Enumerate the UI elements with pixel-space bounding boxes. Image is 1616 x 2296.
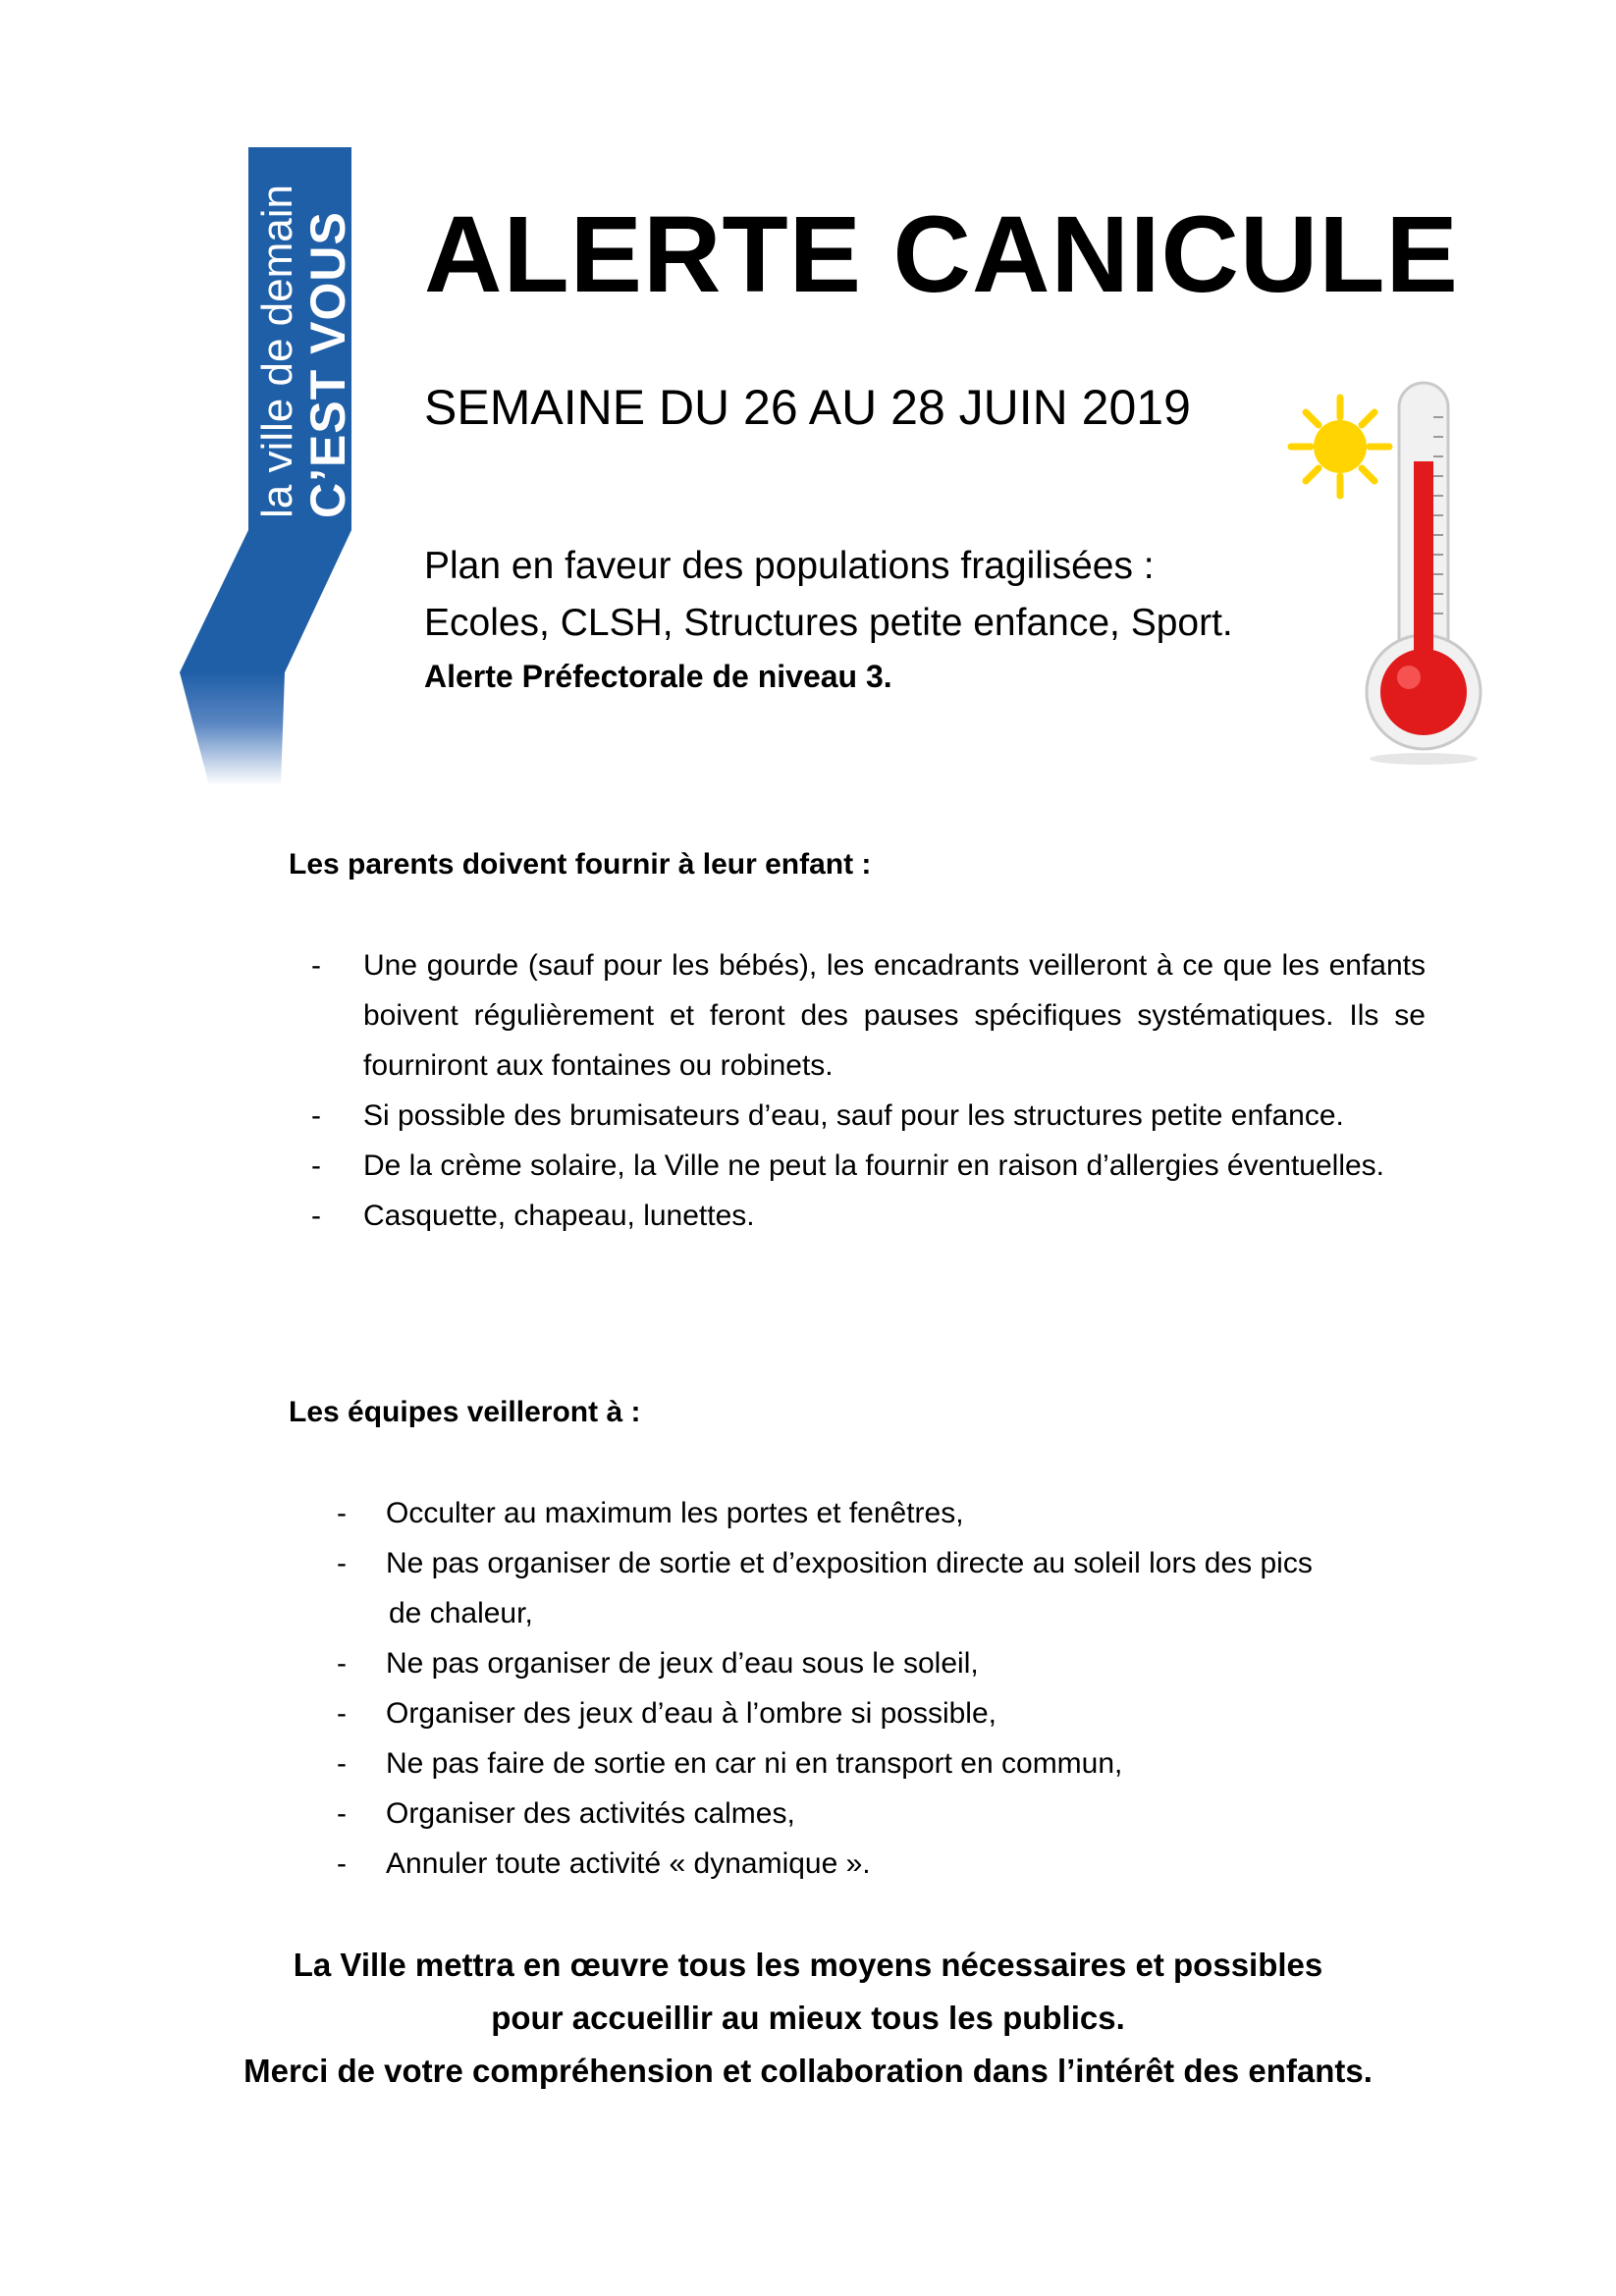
logo-text	[253, 147, 355, 530]
list-item-text: De la crème solaire, la Ville ne peut la fournir en raison d’allergies éventuelles.	[363, 1149, 1385, 1182]
list-item-text: Ne pas organiser de sortie et d’exposition directe au soleil lors des pics	[386, 1547, 1313, 1579]
section-heading-teams: Les équipes veilleront à :	[289, 1396, 641, 1428]
logo-tagline: la ville de demain	[253, 185, 301, 518]
intro-line: Plan en faveur des populations fragilisées :	[424, 545, 1155, 587]
list-item-text: Ne pas faire de sortie en car ni en transport en commun,	[386, 1747, 1123, 1780]
dash-bullet: -	[311, 949, 321, 982]
list-item-text: Ne pas organiser de jeux d’eau sous le soleil,	[386, 1647, 979, 1680]
list-item	[337, 1688, 1426, 1738]
dash-bullet: -	[311, 1200, 321, 1232]
dash-bullet: -	[311, 1149, 321, 1182]
dash-bullet: -	[311, 1099, 321, 1132]
list-item	[337, 1488, 1426, 1538]
list-item	[311, 1091, 1426, 1141]
list-item	[311, 1191, 1426, 1241]
list-item-text: Organiser des activités calmes,	[386, 1797, 795, 1830]
dash-bullet: -	[337, 1697, 347, 1730]
dash-bullet: -	[337, 1547, 347, 1579]
dash-bullet: -	[337, 1497, 347, 1529]
logo-slogan: C’EST VOUS	[300, 211, 355, 518]
section-heading-parents: Les parents doivent fournir à leur enfant :	[289, 848, 872, 881]
list-item	[337, 1789, 1426, 1839]
closing-line: La Ville mettra en œuvre tous les moyens nécessaires et possibles	[293, 1947, 1323, 1983]
closing-line: pour accueillir au mieux tous les publics.	[491, 2000, 1125, 2036]
list-item	[337, 1738, 1426, 1789]
list-item-continuation	[386, 1588, 1426, 1638]
list-item	[311, 940, 1426, 1091]
list-item	[337, 1839, 1426, 1889]
list-item	[311, 1141, 1426, 1191]
dash-bullet: -	[337, 1847, 347, 1880]
parents-list	[311, 940, 1426, 1241]
list-item-text: Occulter au maximum les portes et fenêtres,	[386, 1497, 964, 1529]
dash-bullet: -	[337, 1747, 347, 1780]
list-item-text: Si possible des brumisateurs d’eau, sauf pour les structures petite enfance.	[363, 1099, 1344, 1132]
sun-icon	[1291, 398, 1389, 496]
page-title: ALERTE CANICULE	[424, 194, 1459, 315]
list-item-text: Casquette, chapeau, lunettes.	[363, 1200, 755, 1232]
thermometer-icon	[1286, 378, 1487, 771]
list-item	[337, 1538, 1426, 1588]
list-item-text: de chaleur,	[389, 1597, 533, 1629]
list-item-text: Organiser des jeux d’eau à l’ombre si possible,	[386, 1697, 997, 1730]
list-item-text: Annuler toute activité « dynamique ».	[386, 1847, 871, 1880]
list-item	[337, 1638, 1426, 1688]
closing-statement	[0, 1939, 1616, 2098]
teams-list	[337, 1488, 1426, 1889]
intro-block	[424, 538, 1308, 701]
closing-line: Merci de votre compréhension et collaboration dans l’intérêt des enfants.	[243, 2053, 1373, 2089]
dash-bullet: -	[337, 1797, 347, 1830]
list-item-text: Une gourde (sauf pour les bébés), les encadrants veilleront à ce que les enfants boivent régulièrement et feront des pauses spécifiques systématiques. Ils se fourniront aux fontaines ou robinets.	[363, 949, 1426, 1082]
alert-level: Alerte Préfectorale de niveau 3.	[424, 659, 892, 694]
dash-bullet: -	[337, 1647, 347, 1680]
page-subtitle: SEMAINE DU 26 AU 28 JUIN 2019	[424, 380, 1191, 435]
intro-line: Ecoles, CLSH, Structures petite enfance, Sport.	[424, 602, 1233, 644]
